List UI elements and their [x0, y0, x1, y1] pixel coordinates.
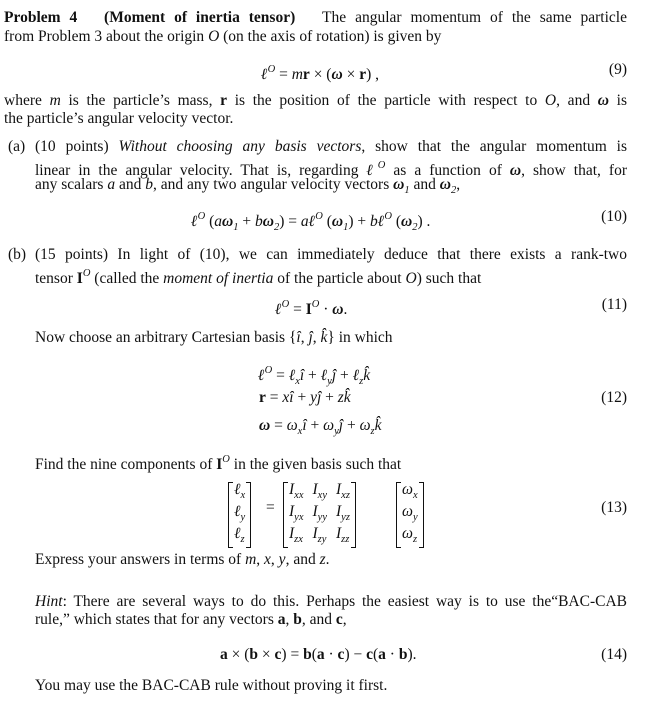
text-run: and [409, 176, 440, 193]
math-symbol: y [278, 551, 286, 568]
math-symbol: x [295, 376, 300, 387]
text-run: + [293, 389, 311, 406]
math-symbol: a [214, 213, 223, 230]
math-symbol: I [312, 481, 318, 498]
text-run: (on the axis of rotation) is given by [219, 28, 442, 45]
math-symbol: k̂ [320, 329, 328, 346]
inertia-matrix [283, 482, 356, 548]
math-symbol: ω [402, 481, 413, 498]
math-symbol: b [254, 213, 263, 230]
math-symbol: I [289, 503, 295, 520]
text-run: Express your answers in terms of [35, 551, 246, 568]
text-run: , and any two angular velocity vectors [152, 176, 394, 193]
math-symbol: a [300, 213, 309, 230]
part-a-label: (a) [8, 138, 26, 155]
math-symbol: O [544, 92, 557, 109]
text-run: · [324, 646, 338, 663]
text-run: You may use the BAC-CAB rule without proving it first. [35, 677, 388, 694]
math-symbol: ω [259, 417, 271, 434]
math-symbol: ℓ [191, 213, 198, 230]
math-symbol: y [334, 426, 339, 437]
math-symbol: ĵ [331, 367, 337, 384]
math-symbol: b [398, 646, 408, 663]
math-symbol: ω [597, 92, 609, 109]
math-symbol: O [377, 160, 386, 171]
math-symbol: ω [402, 503, 413, 520]
text-run: is [608, 92, 627, 109]
part-a-line [35, 176, 460, 200]
math-symbol: yy [317, 512, 327, 523]
math-symbol: ℓ [288, 367, 296, 384]
text-run: , show that the angular momentum is [361, 138, 627, 155]
text-run: , and [556, 92, 598, 109]
math-symbol: I [289, 481, 295, 498]
text-run: . [343, 301, 348, 318]
text-run: (15 points) In light of (10), we can immediately deduce that there exists a rank-two [35, 246, 627, 263]
math-symbol: I [312, 525, 318, 542]
math-symbol: k̂ [363, 367, 371, 384]
math-symbol: O [208, 28, 220, 45]
math-symbol: î [302, 417, 307, 434]
math-symbol: O [82, 268, 91, 279]
matrix-cell [336, 504, 350, 526]
math-symbol: O [264, 365, 273, 376]
math-symbol: b [249, 646, 259, 663]
text-run: + [343, 417, 360, 434]
math-symbol: x [264, 551, 271, 568]
text-run: + [304, 367, 321, 384]
math-symbol: c [335, 611, 343, 628]
math-symbol: ĵ [338, 417, 344, 434]
angular-velocity-vector [396, 482, 424, 548]
text-run: The angular momentum of the same particle [295, 9, 627, 26]
text-run: , [256, 551, 265, 568]
matrix-cell [289, 526, 304, 548]
part-a-line [35, 138, 627, 156]
math-symbol: Without choosing any basis vectors [118, 138, 362, 155]
text-run: , [312, 329, 321, 346]
text-run: : There are several ways to do this. Perhaps the easiest way is to use the“BAC-CAB [62, 593, 627, 610]
math-symbol: ω [402, 525, 413, 542]
math-symbol: y [327, 376, 332, 387]
math-symbol: ℓ [258, 367, 265, 384]
math-symbol: x [240, 490, 246, 501]
text-run: + [321, 389, 338, 406]
math-symbol: Problem 4 [4, 9, 78, 26]
text-run: } in which [327, 329, 393, 346]
math-symbol: xx [294, 490, 304, 501]
math-symbol: k̂ [374, 417, 382, 434]
matrix-cell [402, 504, 418, 526]
math-symbol: x [297, 426, 303, 437]
text-run: ) . [417, 213, 431, 230]
problem-heading-line [4, 9, 627, 27]
text-run: where [4, 92, 50, 109]
math-symbol: I [289, 525, 295, 542]
math-symbol: 1 [233, 222, 239, 233]
math-symbol: I [312, 503, 318, 520]
text-run: = [265, 389, 283, 406]
math-symbol: O [315, 211, 323, 222]
math-symbol: I [216, 456, 223, 473]
matrix-bracket [284, 482, 288, 548]
text-run: , and [301, 611, 336, 628]
problem-text-line [4, 110, 233, 128]
math-symbol: I [305, 301, 312, 318]
equation-12c [259, 416, 382, 442]
math-symbol: O [311, 299, 320, 310]
text-run: = [270, 417, 287, 434]
math-symbol: c [337, 646, 345, 663]
matrix-bracket [246, 482, 250, 548]
text-run: × ( [309, 66, 332, 83]
math-symbol: c [366, 646, 373, 663]
math-symbol: a [316, 646, 325, 663]
math-symbol: O [384, 211, 392, 222]
math-symbol: zk̂ [337, 389, 351, 406]
math-symbol: m [245, 551, 257, 568]
text-run: , [342, 611, 347, 628]
math-symbol: ω [332, 301, 344, 318]
math-symbol: ℓ [261, 66, 268, 83]
part-b-line [35, 265, 481, 288]
text-run: ) = [279, 213, 301, 230]
math-symbol: ω [401, 213, 413, 230]
math-symbol: z [240, 534, 245, 545]
math-symbol: yĵ [310, 389, 322, 406]
text-run: ( [391, 213, 402, 230]
math-symbol: ℓ [234, 503, 241, 520]
math-symbol: a [277, 611, 286, 628]
part-b-line [35, 551, 330, 569]
part-b-label: (b) [8, 246, 27, 263]
matrix-bracket [419, 482, 423, 548]
text-run: × [258, 646, 275, 663]
part-b-line [35, 677, 387, 695]
text-run: is the particle’s mass, [60, 92, 221, 109]
math-symbol: O [267, 64, 276, 75]
math-symbol: y [240, 512, 246, 523]
math-symbol: I [336, 503, 342, 520]
math-symbol: ω [262, 213, 274, 230]
math-symbol: moment of inertia [163, 270, 274, 287]
math-symbol: b [303, 646, 312, 663]
text-run: tensor [35, 270, 77, 287]
math-symbol: I [336, 481, 342, 498]
equation-9 [261, 60, 379, 85]
text-run: + [306, 417, 324, 434]
math-symbol: ω [509, 162, 522, 179]
text-run [77, 9, 104, 26]
math-symbol: zz [341, 534, 350, 545]
math-symbol: c [274, 646, 282, 663]
text-run: , [270, 551, 279, 568]
text-run: × [342, 66, 360, 83]
text-run: (10 points) [35, 138, 119, 155]
equation-number: (11) [601, 296, 627, 313]
text-run: ) such that [416, 270, 482, 287]
equation-number: (13) [601, 499, 627, 516]
text-run: , [285, 611, 294, 628]
math-symbol: ℓ [320, 367, 328, 384]
part-b-line [35, 246, 627, 264]
matrix-cell [402, 482, 418, 504]
math-symbol: 1 [404, 185, 410, 196]
matrix-cell [313, 526, 328, 548]
text-run: , show that, for [521, 162, 628, 179]
text-run: of the particle about [273, 270, 406, 287]
text-run: · [385, 646, 399, 663]
text-run: + [238, 213, 255, 230]
matrix-cell [234, 482, 245, 504]
math-symbol: yz [341, 512, 350, 523]
math-symbol: zx [294, 534, 303, 545]
math-symbol: (Moment of inertia tensor) [104, 9, 296, 26]
equation-number: (10) [601, 208, 627, 225]
text-run: = [275, 66, 292, 83]
math-symbol: a [220, 646, 228, 663]
hint-line [35, 593, 627, 611]
matrix-cell [336, 526, 350, 548]
text-run: (called the [90, 270, 164, 287]
math-symbol: xî [282, 389, 294, 406]
math-symbol: m [291, 66, 303, 83]
problem-text-line [4, 92, 627, 110]
math-symbol: x [412, 490, 418, 501]
text-run: ) + [348, 213, 370, 230]
math-symbol: I [76, 270, 83, 287]
matrix-cell [313, 482, 328, 504]
matrix-cell [289, 482, 304, 504]
text-run: ) = [281, 646, 304, 663]
math-symbol: y [412, 512, 418, 523]
math-symbol: b [145, 176, 153, 193]
text-run: = [289, 301, 306, 318]
text-run: and [115, 176, 146, 193]
text-run: Now choose an arbitrary Cartesian basis { [35, 329, 297, 346]
math-symbol: O [405, 270, 417, 287]
math-symbol: ĵ [308, 329, 313, 346]
text-run: any scalars [35, 176, 108, 193]
problem-text-line [4, 28, 441, 46]
math-symbol: î [296, 329, 301, 346]
text-run: ( [372, 646, 379, 663]
part-b-line [35, 451, 401, 474]
hint-line [35, 611, 347, 629]
text-run: ( [311, 646, 317, 663]
equation-12b [259, 388, 351, 408]
matrix-cell [234, 526, 245, 548]
text-run: . [325, 551, 330, 568]
math-symbol: zy [317, 534, 327, 545]
math-symbol: ω [331, 213, 344, 230]
math-symbol: ℓ [234, 481, 241, 498]
math-symbol: ω [286, 417, 298, 434]
math-symbol: 2 [273, 222, 280, 233]
math-symbol: ℓ [352, 367, 360, 384]
text-run: + [336, 367, 353, 384]
math-symbol: b [293, 611, 302, 628]
math-symbol: ℓ [234, 525, 241, 542]
math-symbol: a [107, 176, 116, 193]
math-symbol: 1 [343, 222, 349, 233]
matrix-cell [402, 526, 418, 548]
equation-number: (9) [608, 61, 627, 78]
math-symbol: ω [393, 176, 405, 193]
text-run: ( [205, 213, 215, 230]
math-symbol: z [412, 534, 418, 545]
text-run: Find the nine components of [35, 456, 217, 473]
math-symbol: r [302, 66, 310, 83]
matrix-bracket [351, 482, 355, 548]
math-symbol: ω [323, 417, 335, 434]
math-symbol: ℓ [366, 162, 378, 179]
text-run: in the given basis such that [229, 456, 402, 473]
math-symbol: ℓ [377, 213, 385, 230]
math-symbol: r [359, 66, 367, 83]
math-symbol: ℓ [308, 213, 316, 230]
math-symbol: r [259, 389, 266, 406]
math-symbol: z [370, 426, 375, 437]
text-run: × ( [227, 646, 250, 663]
math-symbol: b [370, 213, 378, 230]
text-run: from Problem 3 about the origin [4, 28, 209, 45]
text-run: = [272, 367, 289, 384]
text-run: , and [285, 551, 320, 568]
text-run: · [319, 301, 333, 318]
text-run: , [300, 329, 309, 346]
equation-number: (14) [601, 646, 627, 663]
math-symbol: O [222, 454, 230, 465]
math-symbol: r [220, 92, 228, 109]
math-symbol: z [359, 376, 364, 387]
equation-14 [220, 645, 417, 665]
matrix-bracket [229, 482, 233, 548]
angular-momentum-vector [228, 482, 251, 548]
matrix-cell [336, 482, 350, 504]
text-run: ( [322, 213, 332, 230]
matrix-cell [313, 504, 328, 526]
math-symbol: ω [222, 213, 234, 230]
matrix-bracket [397, 482, 401, 548]
text-run: the particle’s angular velocity vector. [4, 110, 234, 127]
math-symbol: ω [359, 417, 371, 434]
text-run: linear in the angular velocity. That is, regarding [35, 162, 367, 179]
math-symbol: ω [439, 176, 451, 193]
matrix-cell [234, 504, 245, 526]
math-symbol: 2 [450, 185, 457, 196]
math-symbol: z [319, 551, 326, 568]
matrix-cell [289, 504, 304, 526]
text-run: ). [407, 646, 417, 663]
math-symbol: O [197, 211, 206, 222]
math-symbol: ω [331, 66, 343, 83]
text-run: rule,” which states that for any vectors [35, 611, 278, 628]
equals-sign: = [266, 499, 275, 516]
text-run: ) , [366, 66, 379, 83]
text-run: as a function of [385, 162, 510, 179]
part-b-line [35, 329, 393, 347]
equation-11 [275, 295, 347, 320]
math-symbol: m [49, 92, 61, 109]
math-symbol: ℓ [275, 301, 282, 318]
text-run: ) − [344, 646, 367, 663]
math-symbol: I [336, 525, 342, 542]
math-symbol: xy [317, 490, 327, 501]
math-symbol: 2 [412, 222, 418, 233]
text-run: , [456, 176, 461, 193]
math-symbol: xz [341, 490, 350, 501]
math-symbol: yx [294, 512, 304, 523]
math-symbol: Hint [35, 593, 63, 610]
equation-10 [191, 207, 430, 238]
math-symbol: î [299, 367, 305, 384]
math-symbol: O [281, 299, 290, 310]
text-run: is the position of the particle with respect to [227, 92, 545, 109]
equation-number: (12) [601, 389, 627, 406]
math-symbol: a [378, 646, 386, 663]
